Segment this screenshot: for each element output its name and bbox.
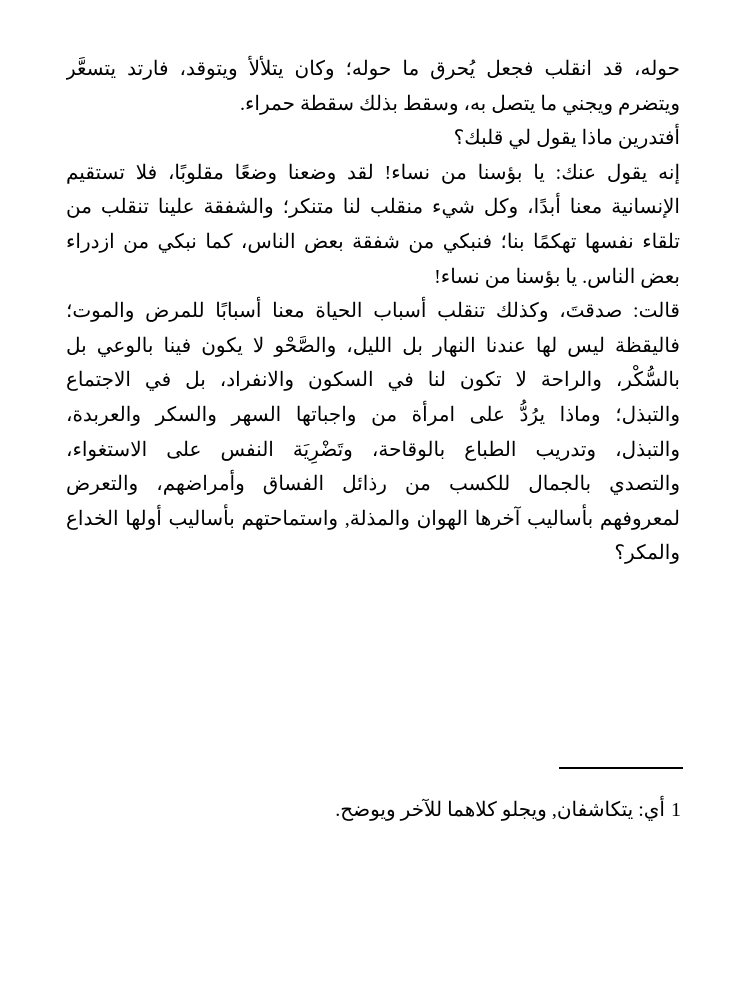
text-line: والتبذل، وتدريب الطباع بالوقاحة، وتَضْرِيَة النفس على الاستغواء، [66, 438, 680, 461]
page-body [66, 52, 680, 571]
text-line: الإنسانية معنا أبدًا، وكل شيء منقلب لنا متنكر؛ والشفقة علينا تنقلب من [66, 196, 680, 219]
text-line: والتصدي بالجمال للكسب من رذائل الفساق وأمراضهم، والتعرض [66, 473, 680, 496]
text-line: بعض الناس. يا بؤسنا من نساء! [434, 265, 680, 288]
text-line: بالسُّكْر، والراحة لا تكون لنا في السكون والانفراد، بل في الاجتماع [66, 369, 680, 392]
text-line: إنه يقول عنك: يا بؤسنا من نساء! لقد وضعنا وضعًا مقلوبًا، فلا تستقيم [66, 161, 680, 184]
footnote-divider [559, 767, 683, 769]
footnote-text: أي: يتكاشفان, ويجلو كلاهما للآخر ويوضح. [335, 799, 665, 821]
text-line: تلقاء نفسها تهكمًا بنا؛ فنبكي من شفقة بعض الناس، كما نبكي من ازدراء [66, 230, 680, 253]
text-line: والمكر؟ [614, 542, 680, 565]
text-line: والتبذل؛ وماذا يرُدُّ على امرأة من واجباتها السهر والسكر والعربدة، [66, 403, 680, 426]
text-line: فاليقظة ليس لها عندنا النهار بل الليل، والصَّحْو لا يكون فينا بالوعي بل [66, 334, 680, 357]
text-line: حوله، قد انقلب فجعل يُحرق ما حوله؛ وكان يتلألأ ويتوقد، فارتد يتسعَّر [66, 58, 680, 80]
text-line: ويتضرم ويجني ما يتصل به، وسقط بذلك سقطة حمراء. [240, 92, 680, 115]
text-line: أفتدرين ماذا يقول لي قلبك؟ [453, 127, 680, 150]
text-line: قالت: صدقتَ، وكذلك تنقلب أسباب الحياة معنا أسبابًا للمرض والموت؛ [66, 300, 680, 323]
footnote-number: 1 [671, 799, 681, 821]
text-line: لمعروفهم بأساليب آخرها الهوان والمذلة, واستماحتهم بأساليب أولها الخداع [66, 507, 680, 530]
footnote [335, 793, 681, 827]
